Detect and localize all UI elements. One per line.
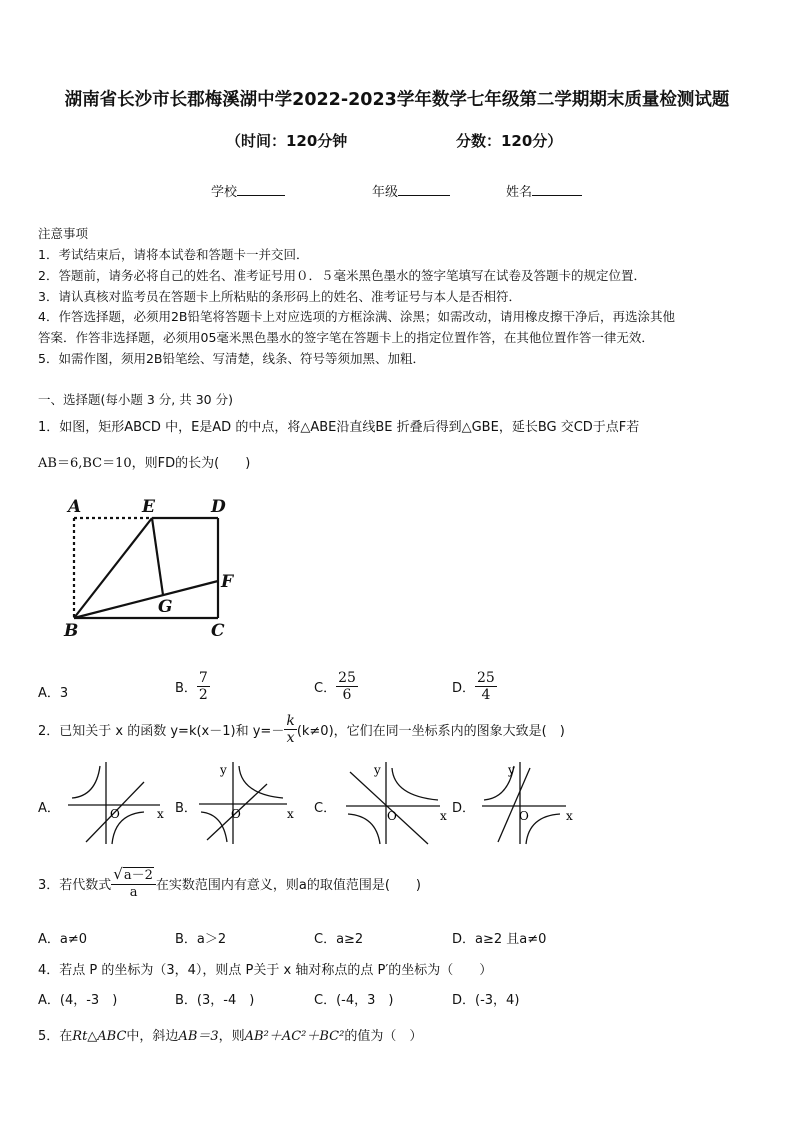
q3-suffix: 在实数范围内有意义，则a的取值范围是( ): [155, 878, 421, 893]
fraction-denominator: x: [286, 730, 295, 746]
option-fraction: [475, 670, 497, 703]
label-c: C: [211, 621, 225, 641]
fraction-numerator: k: [286, 713, 295, 729]
option-fraction: [197, 670, 210, 703]
q2-text: [38, 713, 565, 746]
fraction-numerator: 25: [477, 670, 495, 686]
q1-option-a[interactable]: [38, 682, 68, 701]
q1-text: 1．如图，矩形ABCD 中，E是AD 的中点，将△ABE沿直线BE 折叠后得到△GBE，延长BG 交CD于点F若: [38, 420, 640, 435]
q5-expression: AB²＋AC²＋BC²: [244, 1029, 345, 1044]
option-letter: B．: [175, 681, 197, 696]
q1-condition: AB＝6,BC＝10: [38, 456, 132, 471]
school-field: [211, 181, 285, 200]
hyperbola-branch-lower-left: [201, 812, 227, 842]
q2-graph-a[interactable]: [60, 760, 172, 846]
q2-graph-b[interactable]: [193, 760, 305, 846]
name-field: [506, 181, 582, 200]
grade-label: 年级: [372, 185, 399, 200]
label-b: B: [64, 621, 79, 641]
origin-label: O: [110, 807, 120, 821]
line-y-kx-minus-k: [350, 772, 428, 844]
q5-hypotenuse: AB＝3: [178, 1029, 219, 1044]
q1-rectangle-figure: [56, 494, 246, 644]
name-label: 姓名: [506, 185, 533, 200]
q3-fraction: [111, 866, 156, 901]
q2-minus: －: [271, 724, 285, 739]
q2-suffix: (k≠0)，它们在同一坐标系内的图象大致是( ): [296, 724, 565, 739]
notice-item: 4．作答选择题，必须用2B铅笔将答题卡上对应选项的方框涂满、涂黑；如需改动，请用橡皮擦干净后，再选涂其他: [38, 309, 675, 324]
origin-label: O: [231, 807, 241, 821]
y-axis-label: y: [220, 763, 227, 777]
q2-fraction: [284, 713, 296, 746]
origin-label: O: [387, 809, 397, 823]
hyperbola-branch-upper-right: [239, 766, 283, 798]
q5-mid: 中，斜边: [126, 1029, 179, 1044]
q3-prefix: 3．若代数式: [38, 878, 112, 893]
name-blank: [532, 183, 582, 196]
section-heading: 一、选择题(每小题 3 分, 共 30 分): [38, 392, 233, 407]
q4-option-a[interactable]: A．(4，-3 ): [38, 993, 118, 1008]
hyperbola-branch-upper-left: [72, 766, 100, 798]
hyperbola-branch-lower-right: [526, 814, 560, 844]
segment-eg: [152, 518, 163, 595]
segment-be: [74, 518, 152, 618]
fraction-numerator: [111, 866, 156, 885]
school-blank: [237, 183, 285, 196]
q1-option-d[interactable]: [452, 670, 497, 703]
q2-option-d-label[interactable]: D．: [452, 801, 476, 816]
q4-option-b[interactable]: B．(3，-4 ): [175, 993, 255, 1008]
option-letter: D．: [452, 681, 476, 696]
fraction-denominator: 4: [481, 687, 491, 703]
q2-option-a-label[interactable]: A．: [38, 801, 60, 816]
x-axis-label: x: [566, 809, 573, 823]
q5-triangle: Rt△ABC: [72, 1029, 127, 1044]
radicand: a－2: [123, 868, 153, 883]
q5-mid2: ，则: [218, 1029, 245, 1044]
label-e: E: [142, 497, 155, 517]
q4-text: 4．若点 P 的坐标为（3，4），则点 P关于 x 轴对称点的点 P′的坐标为（ ）: [38, 963, 493, 978]
q4-option-c[interactable]: C．(-4，3 ): [314, 993, 394, 1008]
line-y-kx-minus-k: [498, 768, 530, 842]
fraction-denominator: 2: [198, 687, 208, 703]
notice-item: 3．请认真核对监考员在答题卡上所粘贴的条形码上的姓名、准考证号与本人是否相符．: [38, 289, 521, 304]
y-axis-label: y: [508, 763, 515, 777]
q1-option-c[interactable]: [314, 670, 358, 703]
q2-option-c-label[interactable]: C．: [314, 801, 337, 816]
q3-option-d[interactable]: D．a≥2 且a≠0: [452, 932, 547, 947]
exam-time: （时间：120分钟: [226, 132, 348, 150]
q3-option-b[interactable]: B．a＞2: [175, 932, 227, 947]
q2-option-b-label[interactable]: B．: [175, 801, 197, 816]
q5-suffix: 的值为（ ）: [344, 1029, 423, 1044]
notice-item: 1．考试结束后，请将本试卷和答题卡一并交回．: [38, 247, 309, 262]
label-f: F: [221, 572, 234, 592]
option-value: 3: [59, 686, 69, 701]
grade-blank: [398, 183, 450, 196]
label-d: D: [211, 497, 226, 517]
label-g: G: [158, 597, 173, 617]
x-axis-label: x: [287, 807, 294, 821]
sqrt-sign: √: [113, 865, 123, 883]
fraction-denominator: a: [129, 885, 138, 900]
q2-prefix: 2．已知关于 x 的函数 y=k(x－1)和 y=: [38, 724, 272, 739]
notice-heading: 注意事项: [38, 226, 89, 241]
q1-option-b[interactable]: [175, 670, 210, 703]
school-label: 学校: [211, 185, 238, 200]
notice-item: 5．如需作图，须用2B铅笔绘、写清楚，线条、符号等须加黑、加粗．: [38, 351, 425, 366]
origin-label: O: [519, 809, 529, 823]
fraction-denominator: 6: [342, 687, 352, 703]
notice-item: 答案．作答非选择题，必须用05毫米黑色墨水的签字笔在答题卡上的指定位置作答，在其他位置作答一律无效．: [38, 330, 654, 345]
exam-title: 湖南省长沙市长郡梅溪湖中学2022-2023学年数学七年级第二学期期末质量检测试题: [64, 90, 730, 110]
option-letter: C．: [314, 681, 337, 696]
segment-bf: [74, 581, 218, 618]
q3-option-c[interactable]: C．a≥2: [314, 932, 364, 947]
hyperbola-branch-upper-right: [392, 768, 438, 800]
q4-option-d[interactable]: D．(-3，4): [452, 993, 520, 1008]
q2-graph-c[interactable]: [336, 760, 452, 846]
q3-text: [38, 866, 421, 901]
option-letter: A．: [38, 686, 60, 701]
q1-line2: [38, 452, 250, 471]
notice-item: 2．答题前，请务必将自己的姓名、准考证号用０．５毫米黑色墨水的签字笔填写在试卷及答题卡的规定位置．: [38, 268, 646, 283]
q3-option-a[interactable]: A．a≠0: [38, 932, 88, 947]
fraction-numerator: 7: [198, 670, 208, 686]
q1-question: ，则FD的长为( ): [131, 456, 251, 471]
q5-prefix: 5．在: [38, 1029, 73, 1044]
q5-text: [38, 1025, 422, 1044]
x-axis-label: x: [440, 809, 447, 823]
label-a: A: [68, 497, 82, 517]
exam-score: 分数：120分）: [456, 132, 563, 150]
hyperbola-branch-lower-left: [348, 814, 380, 844]
y-axis-label: y: [374, 763, 381, 777]
q2-graph-d[interactable]: [474, 760, 582, 846]
fraction-numerator: 25: [338, 670, 356, 686]
x-axis-label: x: [157, 807, 164, 821]
option-fraction: [336, 670, 358, 703]
grade-field: [372, 181, 450, 200]
